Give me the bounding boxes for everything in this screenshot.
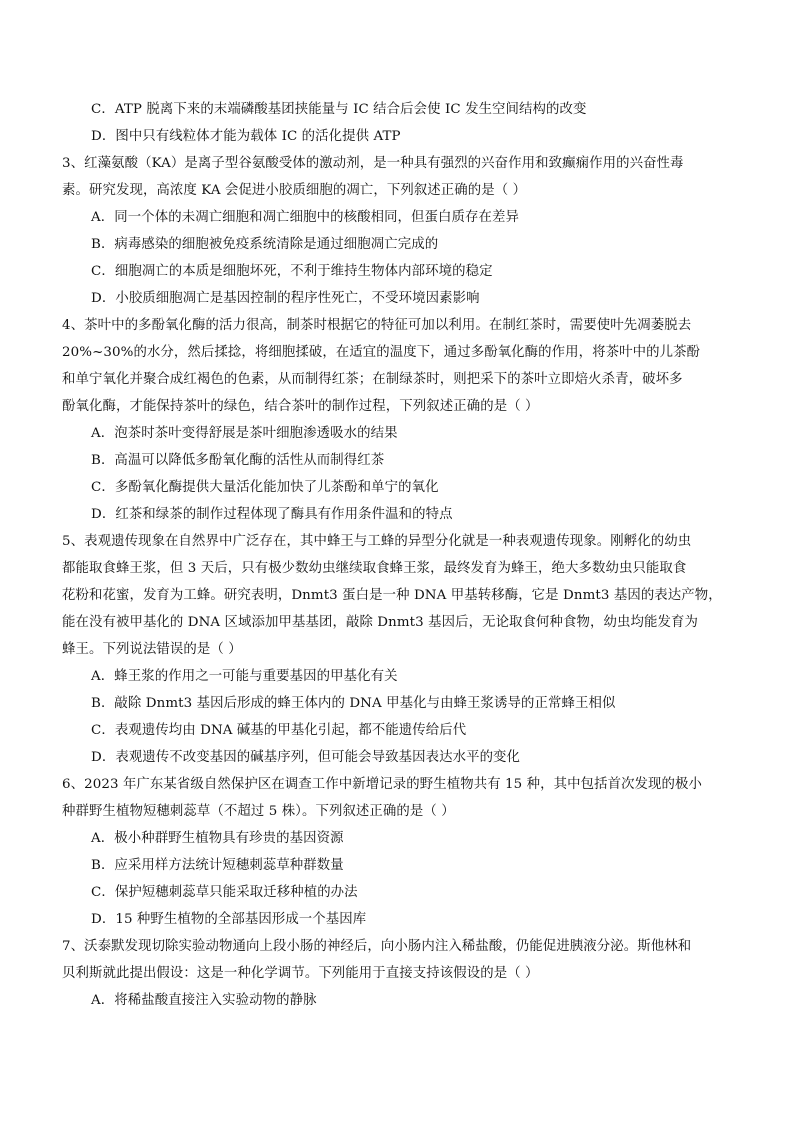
- q5-option-b: B．敲除 Dnmt3 基因后形成的蜂王体内的 DNA 甲基化与由蜂王浆诱导的正常蜂王相似: [91, 696, 616, 711]
- q6-stem-line-1: 6、2023 年广东某省级自然保护区在调查工作中新增记录的野生植物共有 15 种，其中包括首次发现的极小: [62, 777, 703, 792]
- q5-stem-line-1: 5、表观遗传现象在自然界中广泛存在，其中蜂王与工蜂的异型分化就是一种表观遗传现象。刚孵化的幼虫: [62, 534, 692, 549]
- q6-option-d: D．15 种野生植物的全部基因形成一个基因库: [91, 912, 367, 927]
- q6-option-a: A．极小种群野生植物具有珍贵的基因资源: [91, 831, 344, 846]
- q3-option-c: C．细胞凋亡的本质是细胞坏死，不利于维持生物体内部环境的稳定: [91, 264, 493, 279]
- q3-stem-line-2: 素。研究发现，高浓度 KA 会促进小胶质细胞的凋亡，下列叙述正确的是（ ）: [62, 183, 527, 198]
- q4-stem-line-3: 和单宁氧化并聚合成红褐色的色素，从而制得红茶；在制绿茶时，则把采下的茶叶立即焙火杀青，破坏多: [62, 372, 683, 387]
- q5-option-d: D．表观遗传不改变基因的碱基序列，但可能会导致基因表达水平的变化: [91, 750, 521, 765]
- q3-option-b: B．病毒感染的细胞被免疫系统清除是通过细胞凋亡完成的: [91, 237, 439, 252]
- q5-stem-line-2: 都能取食蜂王浆，但 3 天后，只有极少数幼虫继续取食蜂王浆，最终发育为蜂王，绝大多数幼虫只能取食: [62, 561, 687, 576]
- q2-option-d: D．图中只有线粒体才能为载体 IC 的活化提供 ATP: [91, 129, 401, 144]
- q4-option-d: D．红茶和绿茶的制作过程体现了酶具有作用条件温和的特点: [91, 507, 453, 522]
- q5-stem-line-4: 能在没有被甲基化的 DNA 区域添加甲基基团，敲除 Dnmt3 基因后，无论取食何种食物，幼虫均能发育为: [62, 615, 698, 630]
- q3-stem-line-1: 3、红藻氨酸（KA）是离子型谷氨酸受体的激动剂，是一种具有强烈的兴奋作用和致癫痫作用的兴奋性毒: [62, 156, 684, 171]
- q5-stem-line-3: 花粉和花蜜，发育为工蜂。研究表明，Dnmt3 蛋白是一种 DNA 甲基转移酶，它是 Dnmt3 基因的表达产物，: [62, 588, 722, 603]
- q7-stem-line-2: 贝利斯就此提出假设：这是一种化学调节。下列能用于直接支持该假设的是（ ）: [62, 966, 539, 981]
- q4-option-a: A．泡茶时茶叶变得舒展是茶叶细胞渗透吸水的结果: [91, 426, 398, 441]
- q4-option-b: B．高温可以降低多酚氧化酶的活性从而制得红茶: [91, 453, 385, 468]
- q6-option-c: C．保护短穗刺蕊草只能采取迁移种植的办法: [91, 885, 358, 900]
- q5-stem-line-5: 蜂王。下列说法错误的是（ ）: [62, 642, 242, 657]
- q5-option-c: C．表观遗传均由 DNA 碱基的甲基化引起，都不能遗传给后代: [91, 723, 467, 738]
- q2-option-c: C．ATP 脱离下来的末端磷酸基团挟能量与 IC 结合后会使 IC 发生空间结构的改变: [91, 102, 587, 117]
- q3-option-d: D．小胶质细胞凋亡是基因控制的程序性死亡，不受环境因素影响: [91, 291, 480, 306]
- q6-option-b: B．应采用样方法统计短穗刺蕊草种群数量: [91, 858, 344, 873]
- q4-option-c: C．多酚氧化酶提供大量活化能加快了儿茶酚和单宁的氧化: [91, 480, 439, 495]
- q4-stem-line-4: 酚氧化酶，才能保持茶叶的绿色，结合茶叶的制作过程，下列叙述正确的是（ ）: [62, 399, 539, 414]
- q5-option-a: A．蜂王浆的作用之一可能与重要基因的甲基化有关: [91, 669, 398, 684]
- q4-stem-line-1: 4、茶叶中的多酚氧化酶的活力很高，制茶时根据它的特征可加以利用。在制红茶时，需要使叶先凋萎脱去: [62, 318, 692, 333]
- q4-stem-line-2: 20%~30%的水分，然后揉捻，将细胞揉破，在适宜的温度下，通过多酚氧化酶的作用，将茶叶中的儿茶酚: [62, 345, 701, 360]
- q6-stem-line-2: 种群野生植物短穗刺蕊草（不超过 5 株）。下列叙述正确的是（ ）: [62, 804, 455, 819]
- q7-option-a: A．将稀盐酸直接注入实验动物的静脉: [91, 993, 317, 1008]
- q3-option-a: A．同一个体的未凋亡细胞和凋亡细胞中的核酸相同，但蛋白质存在差异: [91, 210, 519, 225]
- q7-stem-line-1: 7、沃泰默发现切除实验动物通向上段小肠的神经后，向小肠内注入稀盐酸，仍能促进胰液分泌。斯他林和: [62, 939, 692, 954]
